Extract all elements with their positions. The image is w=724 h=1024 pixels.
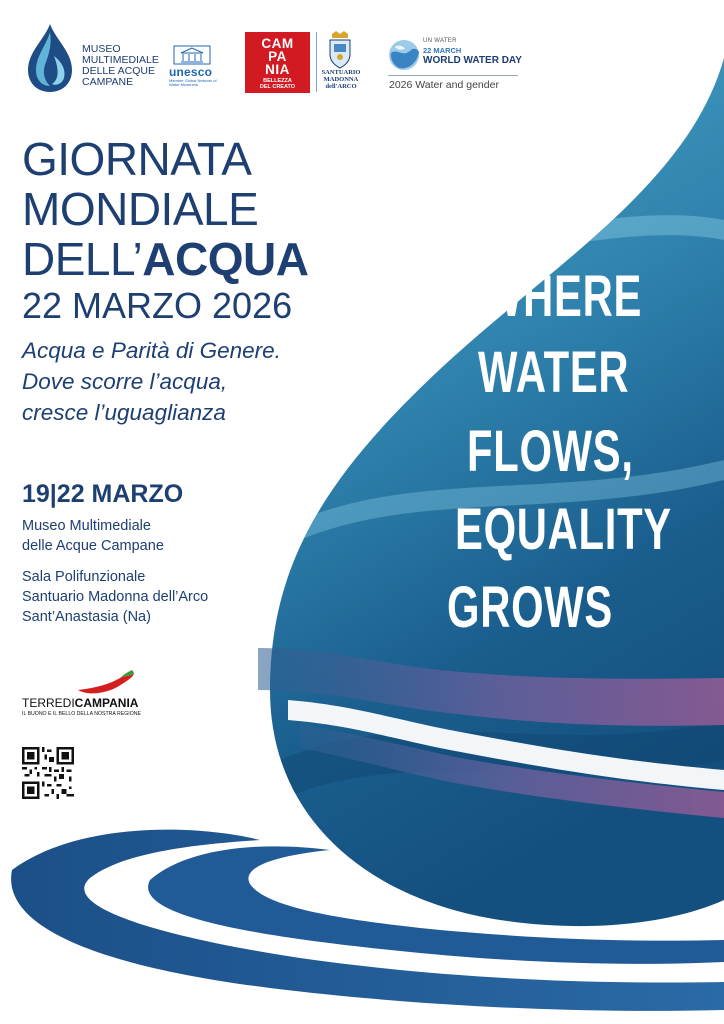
campania-title-line: NIA [265,62,290,77]
venue-2-line-1: Sala Polifunzionale [22,569,146,585]
unesco-logo [169,45,227,91]
unesco-temple-icon [173,45,211,65]
wwd-un-water-label: UN WATER [423,38,457,44]
campania-title-line: PA [268,49,287,64]
slogan-line-5: GROWS [447,575,613,640]
title-line-3-prefix: DELL’ [22,233,143,285]
title-line-2: MONDIALE [22,183,259,235]
campania-sub-line: DEL CREATO [259,84,296,90]
unesco-subtext: Member Global Network of Water Museums [169,78,217,88]
venue-2-line-2: Santuario Madonna dell’Arco [22,589,209,605]
title-line-3 [22,233,309,285]
chili-pepper-icon [74,668,136,698]
santuario-line: SANTUARIO [321,69,361,76]
museo-text-line: MULTIMEDIALE [82,54,159,66]
terre-di-campania-logo [22,696,138,710]
venue-1-line-1: Museo Multimediale [22,518,151,534]
wwd-theme: 2026 Water and gender [389,79,499,91]
slogan-line-4: EQUALITY [455,497,672,562]
title-line-3-bold: ACQUA [142,233,309,285]
terre-bold: CAMPANIA [74,696,139,710]
campania-title-line: CAM [261,36,294,51]
campania-title [245,37,310,76]
title-line-1: GIORNATA [22,133,252,185]
santuario-line: MADONNA [323,76,359,83]
santuario-text [313,69,369,90]
unesco-wordmark: unesco [169,65,213,79]
world-water-day-globe-icon [387,38,421,72]
event-dates: 19|22 MARZO [22,480,184,508]
museo-logo-text [82,44,159,88]
subtitle-line-2: Dove scorre l’acqua, [22,369,228,394]
event-date: 22 MARZO 2026 [22,285,293,326]
terre-prefix: TERREDI [22,696,75,710]
santuario-crest-icon [322,30,358,70]
wwd-title: WORLD WATER DAY [423,55,522,66]
museo-text-line: MUSEO [82,43,121,55]
terre-di-campania-tagline: IL BUONO E IL BELLO DELLA NOSTRA REGIONE [22,711,141,717]
campania-subtitle [245,78,310,90]
slogan-line-3: FLOWS, [467,419,634,484]
venue-1-line-2: delle Acque Campane [22,538,164,554]
museo-text-line: CAMPANE [82,76,134,88]
subtitle-line-1: Acqua e Parità di Genere. [22,338,281,363]
venue-2-line-3: Sant’Anastasia (Na) [22,609,151,625]
campania-sub-line: BELLEZZA [263,78,292,84]
subtitle-line-3: cresce l’uguaglianza [22,400,226,425]
campania-logo [245,32,310,93]
museo-drop-logo-icon [22,22,78,94]
qr-code[interactable] [22,747,74,799]
museo-text-line: DELLE ACQUE [82,65,155,77]
slogan-line-2: WATER [478,340,630,405]
slogan-line-1: WHERE [483,264,643,329]
wwd-date: 22 MARCH [423,46,462,55]
santuario-line: dell'ARCO [325,83,357,90]
wwd-divider [388,75,518,76]
